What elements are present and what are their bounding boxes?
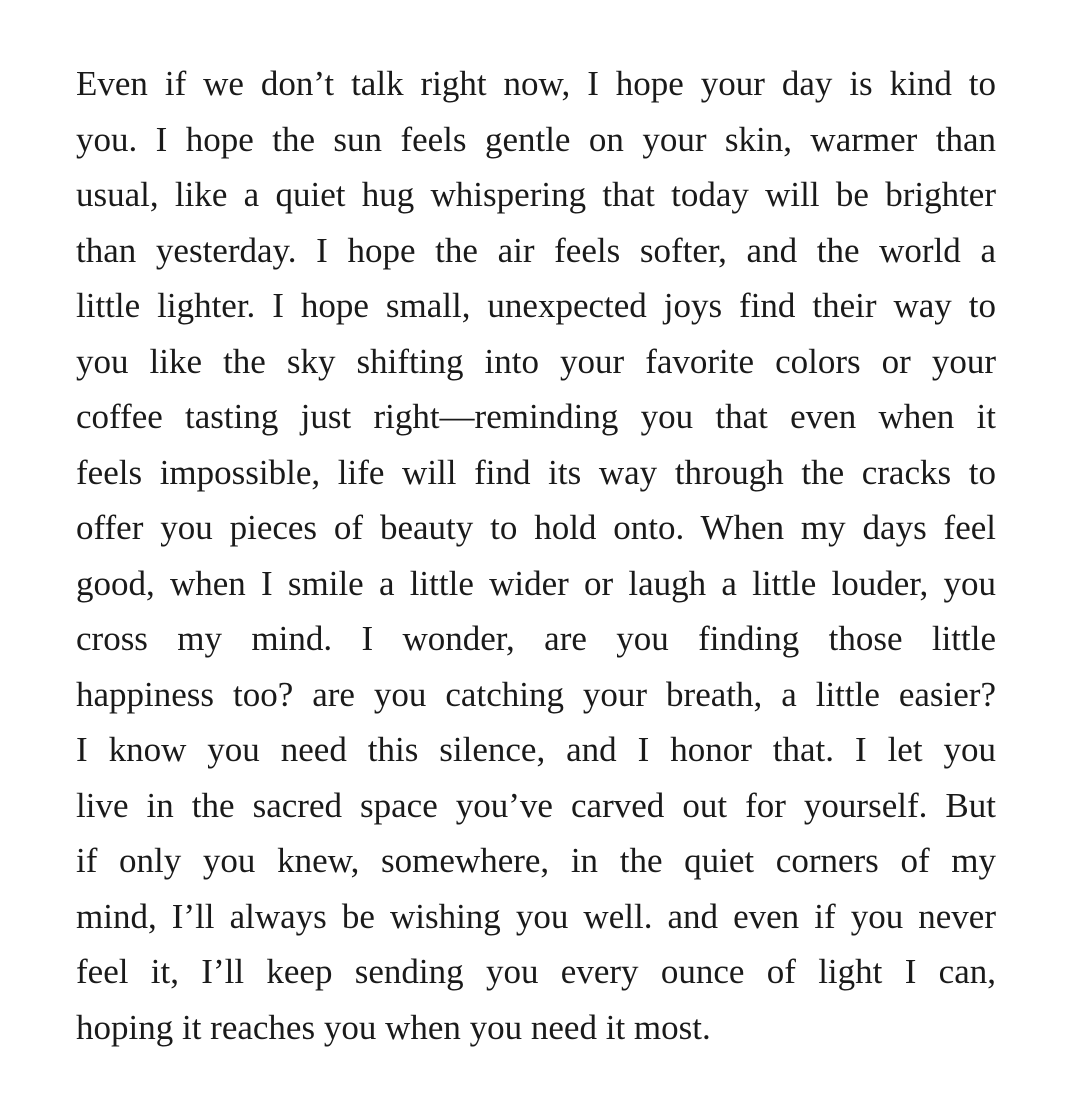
text-line: I know you need this silence, and I honor that. I let you <box>76 730 996 769</box>
text-line: live in the sacred space you’ve carved out for yourself. But <box>76 785 996 825</box>
text-line: offer you pieces of beauty to hold onto. When my days feel <box>76 508 996 547</box>
text-line: cross my mind. I wonder, are you finding those little <box>76 619 996 658</box>
text-line: good, when I smile a little wider or laugh a little louder, you <box>76 563 996 603</box>
letter-text-block <box>76 56 996 1055</box>
text-line: if only you knew, somewhere, in the quiet corners of my <box>76 841 996 880</box>
text-line: happiness too? are you catching your breath, a little easier? <box>76 674 996 714</box>
text-line: little lighter. I hope small, unexpected joys find their way to <box>76 286 996 325</box>
text-line: than yesterday. I hope the air feels softer, and the world a <box>76 230 996 270</box>
text-line: Even if we don’t talk right now, I hope your day is kind to <box>76 64 996 103</box>
text-line: feels impossible, life will find its way through the cracks to <box>76 452 996 492</box>
text-line: feel it, I’ll keep sending you every ounce of light I can, <box>76 952 996 991</box>
text-line: coffee tasting just right—reminding you that even when it <box>76 397 996 436</box>
text-line: you like the sky shifting into your favorite colors or your <box>76 341 996 381</box>
text-line: usual, like a quiet hug whispering that today will be brighter <box>76 175 996 214</box>
text-line-last: hoping it reaches you when you need it most. <box>76 1007 711 1047</box>
text-line: mind, I’ll always be wishing you well. and even if you never <box>76 896 996 936</box>
text-line: you. I hope the sun feels gentle on your skin, warmer than <box>76 119 996 159</box>
